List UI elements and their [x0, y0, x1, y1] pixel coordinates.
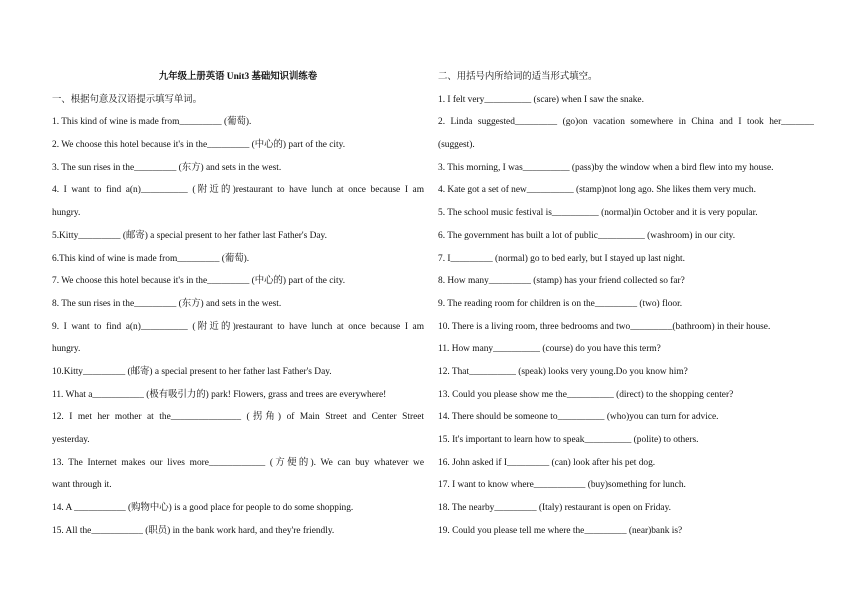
exercise-line: 15. It's important to learn how to speak__________ (polite) to others.	[438, 435, 699, 445]
exercise-line: 8. How many_________ (stamp) has your friend collected so far?	[438, 276, 685, 287]
exercise-line: 3. The sun rises in the_________ (东方) and sets in the west.	[52, 162, 282, 173]
exercise-line: 2. We choose this hotel because it's in the_________ (中心的) part of the city.	[52, 140, 346, 151]
exercise-line: 16. John asked if I_________ (can) look after his pet dog.	[438, 457, 656, 468]
exercise-line: 14. A ___________ (购物中心) is a good place for people to do some shopping.	[52, 503, 354, 514]
exercise-line: 12. I met her mother at the_______________ (拐角) of Main Street and Center Street	[52, 412, 424, 423]
exercise-line: 10. There is a living room, three bedrooms and two_________(bathroom) in their house.	[438, 321, 771, 332]
section-one-exercises	[52, 111, 424, 542]
exercise-line: 12. That__________ (speak) looks very young.Do you know him?	[438, 366, 688, 377]
exercise-line: 11. What a___________ (极有吸引力的) park! Flowers, grass and trees are everywhere!	[52, 389, 387, 400]
exercise-line: hungry.	[52, 344, 81, 355]
exercise-line: 1. This kind of wine is made from_________ (葡萄).	[52, 117, 252, 128]
section-one-heading: 一、根据句意及汉语提示填写单词。	[52, 94, 203, 105]
exercise-line: 1. I felt very__________ (scare) when I saw the snake.	[438, 94, 644, 105]
exercise-line: 19. Could you please tell me where the_________ (near)bank is?	[438, 525, 683, 536]
exercise-line: 3. This morning, I was__________ (pass)by the window when a bird flew into my house.	[438, 162, 774, 173]
exercise-line: 5. The school music festival is__________ (normal)in October and it is very popular.	[438, 208, 758, 219]
exercise-line: 7. I_________ (normal) go to bed early, but I stayed up last night.	[438, 253, 685, 264]
worksheet-title: 九年级上册英语 Unit3 基础知识训练卷	[158, 72, 318, 82]
exercise-line: 13. The Internet makes our lives more____________ (方便的). We can buy whatever we	[52, 457, 424, 468]
exercise-line: 2. Linda suggested_________ (go)on vacation somewhere in China and I took her_______	[438, 117, 814, 128]
exercise-line: 10.Kitty_________ (邮寄) a special present to her father last Father's Day.	[52, 366, 332, 377]
exercise-line: want through it.	[52, 480, 112, 491]
exercise-line: (suggest).	[438, 140, 475, 151]
exercise-line: 9. The reading room for children is on the_________ (two) floor.	[438, 298, 683, 309]
exercise-line: 7. We choose this hotel because it's in the_________ (中心的) part of the city.	[52, 276, 346, 287]
exercise-line: 18. The nearby_________ (Italy) restaurant is open on Friday.	[438, 503, 672, 514]
exercise-line: 5.Kitty_________ (邮寄) a special present to her father last Father's Day.	[52, 230, 327, 241]
exercise-line: 6.This kind of wine is made from_________ (葡萄).	[52, 253, 250, 264]
exercise-line: 11. How many__________ (course) do you have this term?	[438, 344, 661, 355]
section-two-exercises	[438, 89, 814, 543]
exercise-line: 15. All the___________ (职员) in the bank work hard, and they're friendly.	[52, 525, 335, 536]
section-two-heading: 二、用括号内所给词的适当形式填空。	[438, 72, 598, 82]
exercise-line: 8. The sun rises in the_________ (东方) and sets in the west.	[52, 298, 282, 309]
exercise-line: 9. I want to find a(n)__________ (附近的)restaurant to have lunch at once because I am	[52, 321, 424, 332]
exercise-line: 4. I want to find a(n)__________ (附近的)restaurant to have lunch at once because I am	[52, 185, 424, 196]
exercise-line: 4. Kate got a set of new__________ (stamp)not long ago. She likes them very much.	[438, 185, 756, 196]
exercise-line: yesterday.	[52, 435, 90, 445]
left-column	[52, 66, 424, 542]
exercise-line: hungry.	[52, 208, 81, 219]
exercise-line: 14. There should be someone to__________ (who)you can turn for advice.	[438, 412, 719, 423]
right-column	[438, 66, 814, 542]
exercise-line: 17. I want to know where___________ (buy)something for lunch.	[438, 480, 686, 491]
exercise-line: 6. The government has built a lot of public__________ (washroom) in our city.	[438, 230, 736, 241]
exercise-line: 13. Could you please show me the__________ (direct) to the shopping center?	[438, 389, 734, 400]
